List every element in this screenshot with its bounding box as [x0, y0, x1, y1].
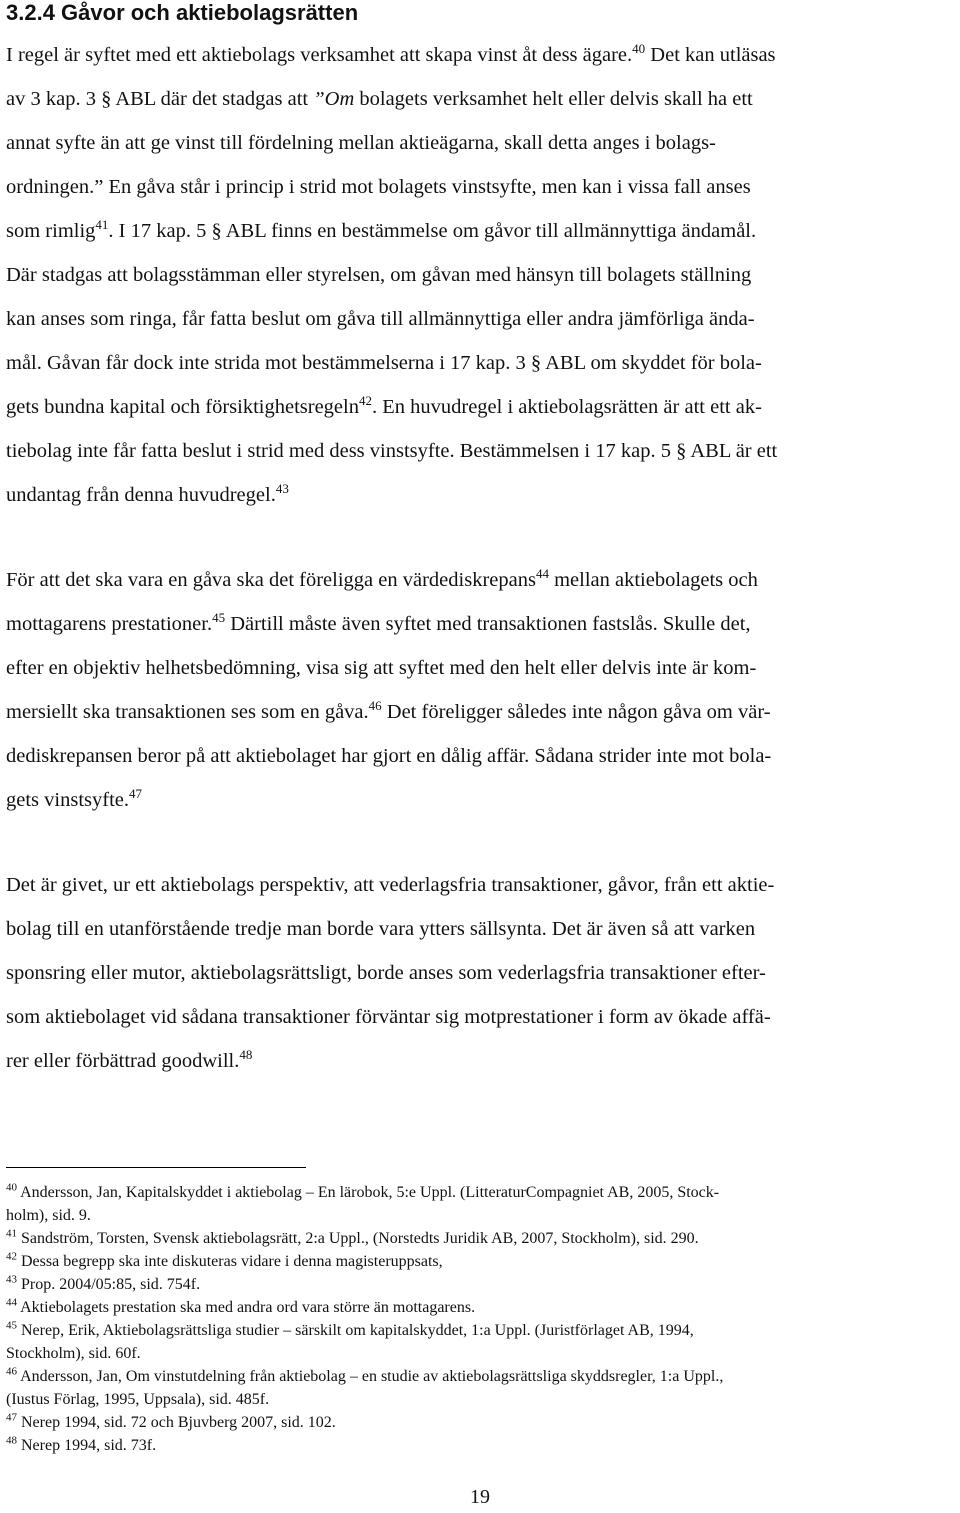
footnote-46-cont: (Iustus Förlag, 1995, Uppsala), sid. 485f.: [6, 1391, 270, 1408]
text-line: kan anses som ringa, får fatta beslut om gåva till allmännyttiga eller andra jämförliga ända-: [6, 308, 755, 330]
footnotes: [6, 1181, 956, 1457]
footnote-ref-44[interactable]: 44: [535, 566, 549, 582]
section-heading: 3.2.4 Gåvor och aktiebolagsrätten: [6, 0, 359, 25]
text-line: gets bundna kapital och försiktighetsregeln$^{42}$. En huvudregel i aktiebolagsrätten är att ett ak-: [6, 393, 762, 418]
footnote-ref-48[interactable]: 48: [239, 1047, 253, 1063]
footnote-41: $^{41}$ Sandström, Torsten, Svensk aktiebolagsrätt, 2:a Uppl., (Norstedts Juridik AB, 2007, Stockholm), sid. 290.: [6, 1227, 699, 1247]
footnote-45: $^{45}$ Nerep, Erik, Aktiebolagsrättsliga studier – särskilt om kapitalskyddet, 1:a Uppl. (Juristförlaget AB, 1994,: [6, 1319, 694, 1339]
footnote-ref-40[interactable]: 40: [632, 41, 646, 57]
text-line: ordningen.” En gåva står i princip i strid mot bolagets vinstsyfte, men kan i vissa fall anses: [6, 176, 751, 198]
footnote-43: $^{43}$ Prop. 2004/05:85, sid. 754f.: [6, 1273, 201, 1293]
text-line: För att det ska vara en gåva ska det föreligga en värdediskrepans$^{44}$ mellan aktiebolagets och: [6, 566, 758, 591]
text-line: sponsring eller mutor, aktiebolagsrättsligt, borde anses som vederlagsfria transaktioner efter-: [6, 962, 766, 984]
text-line: mål. Gåvan får dock inte strida mot bestämmelserna i 17 kap. 3 § ABL om skyddet för bola-: [6, 352, 762, 374]
footnote-40-cont: holm), sid. 9.: [6, 1207, 91, 1224]
text-line: som aktiebolaget vid sådana transaktioner förväntar sig motprestationer i form av ökade affä-: [6, 1006, 771, 1028]
text-line: mersiellt ska transaktionen ses som en gåva.$^{46}$ Det föreligger således inte någon gåva om vär-: [6, 698, 771, 723]
footnote-separator: [6, 1167, 306, 1168]
text-line: rer eller förbättrad goodwill.$^{48}$: [6, 1047, 253, 1072]
text-line: efter en objektiv helhetsbedömning, visa sig att syftet med den helt eller delvis inte är kom-: [6, 657, 757, 679]
text-line: Det är givet, ur ett aktiebolags perspektiv, att vederlagsfria transaktioner, gåvor, från ett aktie-: [6, 874, 775, 896]
footnote-42: $^{42}$ Dessa begrepp ska inte diskuteras vidare i denna magisteruppsats,: [6, 1250, 443, 1270]
text-line: annat syfte än att ge vinst till fördelning mellan aktieägarna, skall detta anges i bolags-: [6, 132, 716, 154]
text-line: undantag från denna huvudregel.$^{43}$: [6, 481, 289, 506]
text-line: gets vinstsyfte.$^{47}$: [6, 786, 142, 811]
text-line: av 3 kap. 3 § ABL där det stadgas att ”Om bolagets verksamhet helt eller delvis skall ha ett: [6, 88, 753, 110]
text-line: mottagarens prestationer.$^{45}$ Därtill måste även syftet med transaktionen fastslås. Skulle det,: [6, 610, 751, 635]
paragraph-1: [6, 33, 956, 517]
footnote-ref-42[interactable]: 42: [358, 393, 372, 409]
footnote-ref-43[interactable]: 43: [275, 481, 289, 497]
footnote-47: $^{47}$ Nerep 1994, sid. 72 och Bjuvberg 2007, sid. 102.: [6, 1411, 336, 1431]
quote-italic: ”Om: [313, 88, 355, 110]
text-line: som rimlig$^{41}$. I 17 kap. 5 § ABL finns en bestämmelse om gåvor till allmännyttiga ändamål.: [6, 217, 757, 242]
footnote-40: $^{40}$ Andersson, Jan, Kapitalskyddet i aktiebolag – En lärobok, 5:e Uppl. (LitteraturCompagniet AB, 2005, Stock-: [6, 1181, 720, 1201]
text-line: dediskrepansen beror på att aktiebolaget har gjort en dålig affär. Sådana strider inte mot bola-: [6, 745, 772, 767]
text-line: I regel är syftet med ett aktiebolags verksamhet att skapa vinst åt dess ägare.$^{40}$ Det kan utläsas: [6, 41, 776, 66]
text-line: bolag till en utanförstående tredje man borde vara ytters sällsynta. Det är även så att varken: [6, 918, 756, 940]
footnote-45-cont: Stockholm), sid. 60f.: [6, 1345, 141, 1362]
footnote-ref-41[interactable]: 41: [95, 217, 109, 233]
footnote-46: $^{46}$ Andersson, Jan, Om vinstutdelning från aktiebolag – en studie av aktiebolagsrättsliga skyddsregler, 1:a Uppl.,: [6, 1365, 724, 1385]
footnote-ref-47[interactable]: 47: [129, 786, 142, 802]
paragraph-3: [6, 863, 956, 1083]
footnote-ref-46[interactable]: 46: [368, 698, 382, 714]
footnote-44: $^{44}$ Aktiebolagets prestation ska med andra ord vara större än mottagarens.: [6, 1296, 476, 1316]
paragraph-2: [6, 558, 956, 822]
page-number: 19: [470, 1486, 490, 1508]
text-line: tiebolag inte får fatta beslut i strid med dess vinstsyfte. Bestämmelsen i 17 kap. 5 § ABL är ett: [6, 440, 778, 462]
text-line: Där stadgas att bolagsstämman eller styrelsen, om gåvan med hänsyn till bolagets ställning: [6, 264, 752, 286]
footnote-ref-45[interactable]: 45: [212, 610, 226, 626]
footnote-48: $^{48}$ Nerep 1994, sid. 73f.: [6, 1434, 157, 1454]
